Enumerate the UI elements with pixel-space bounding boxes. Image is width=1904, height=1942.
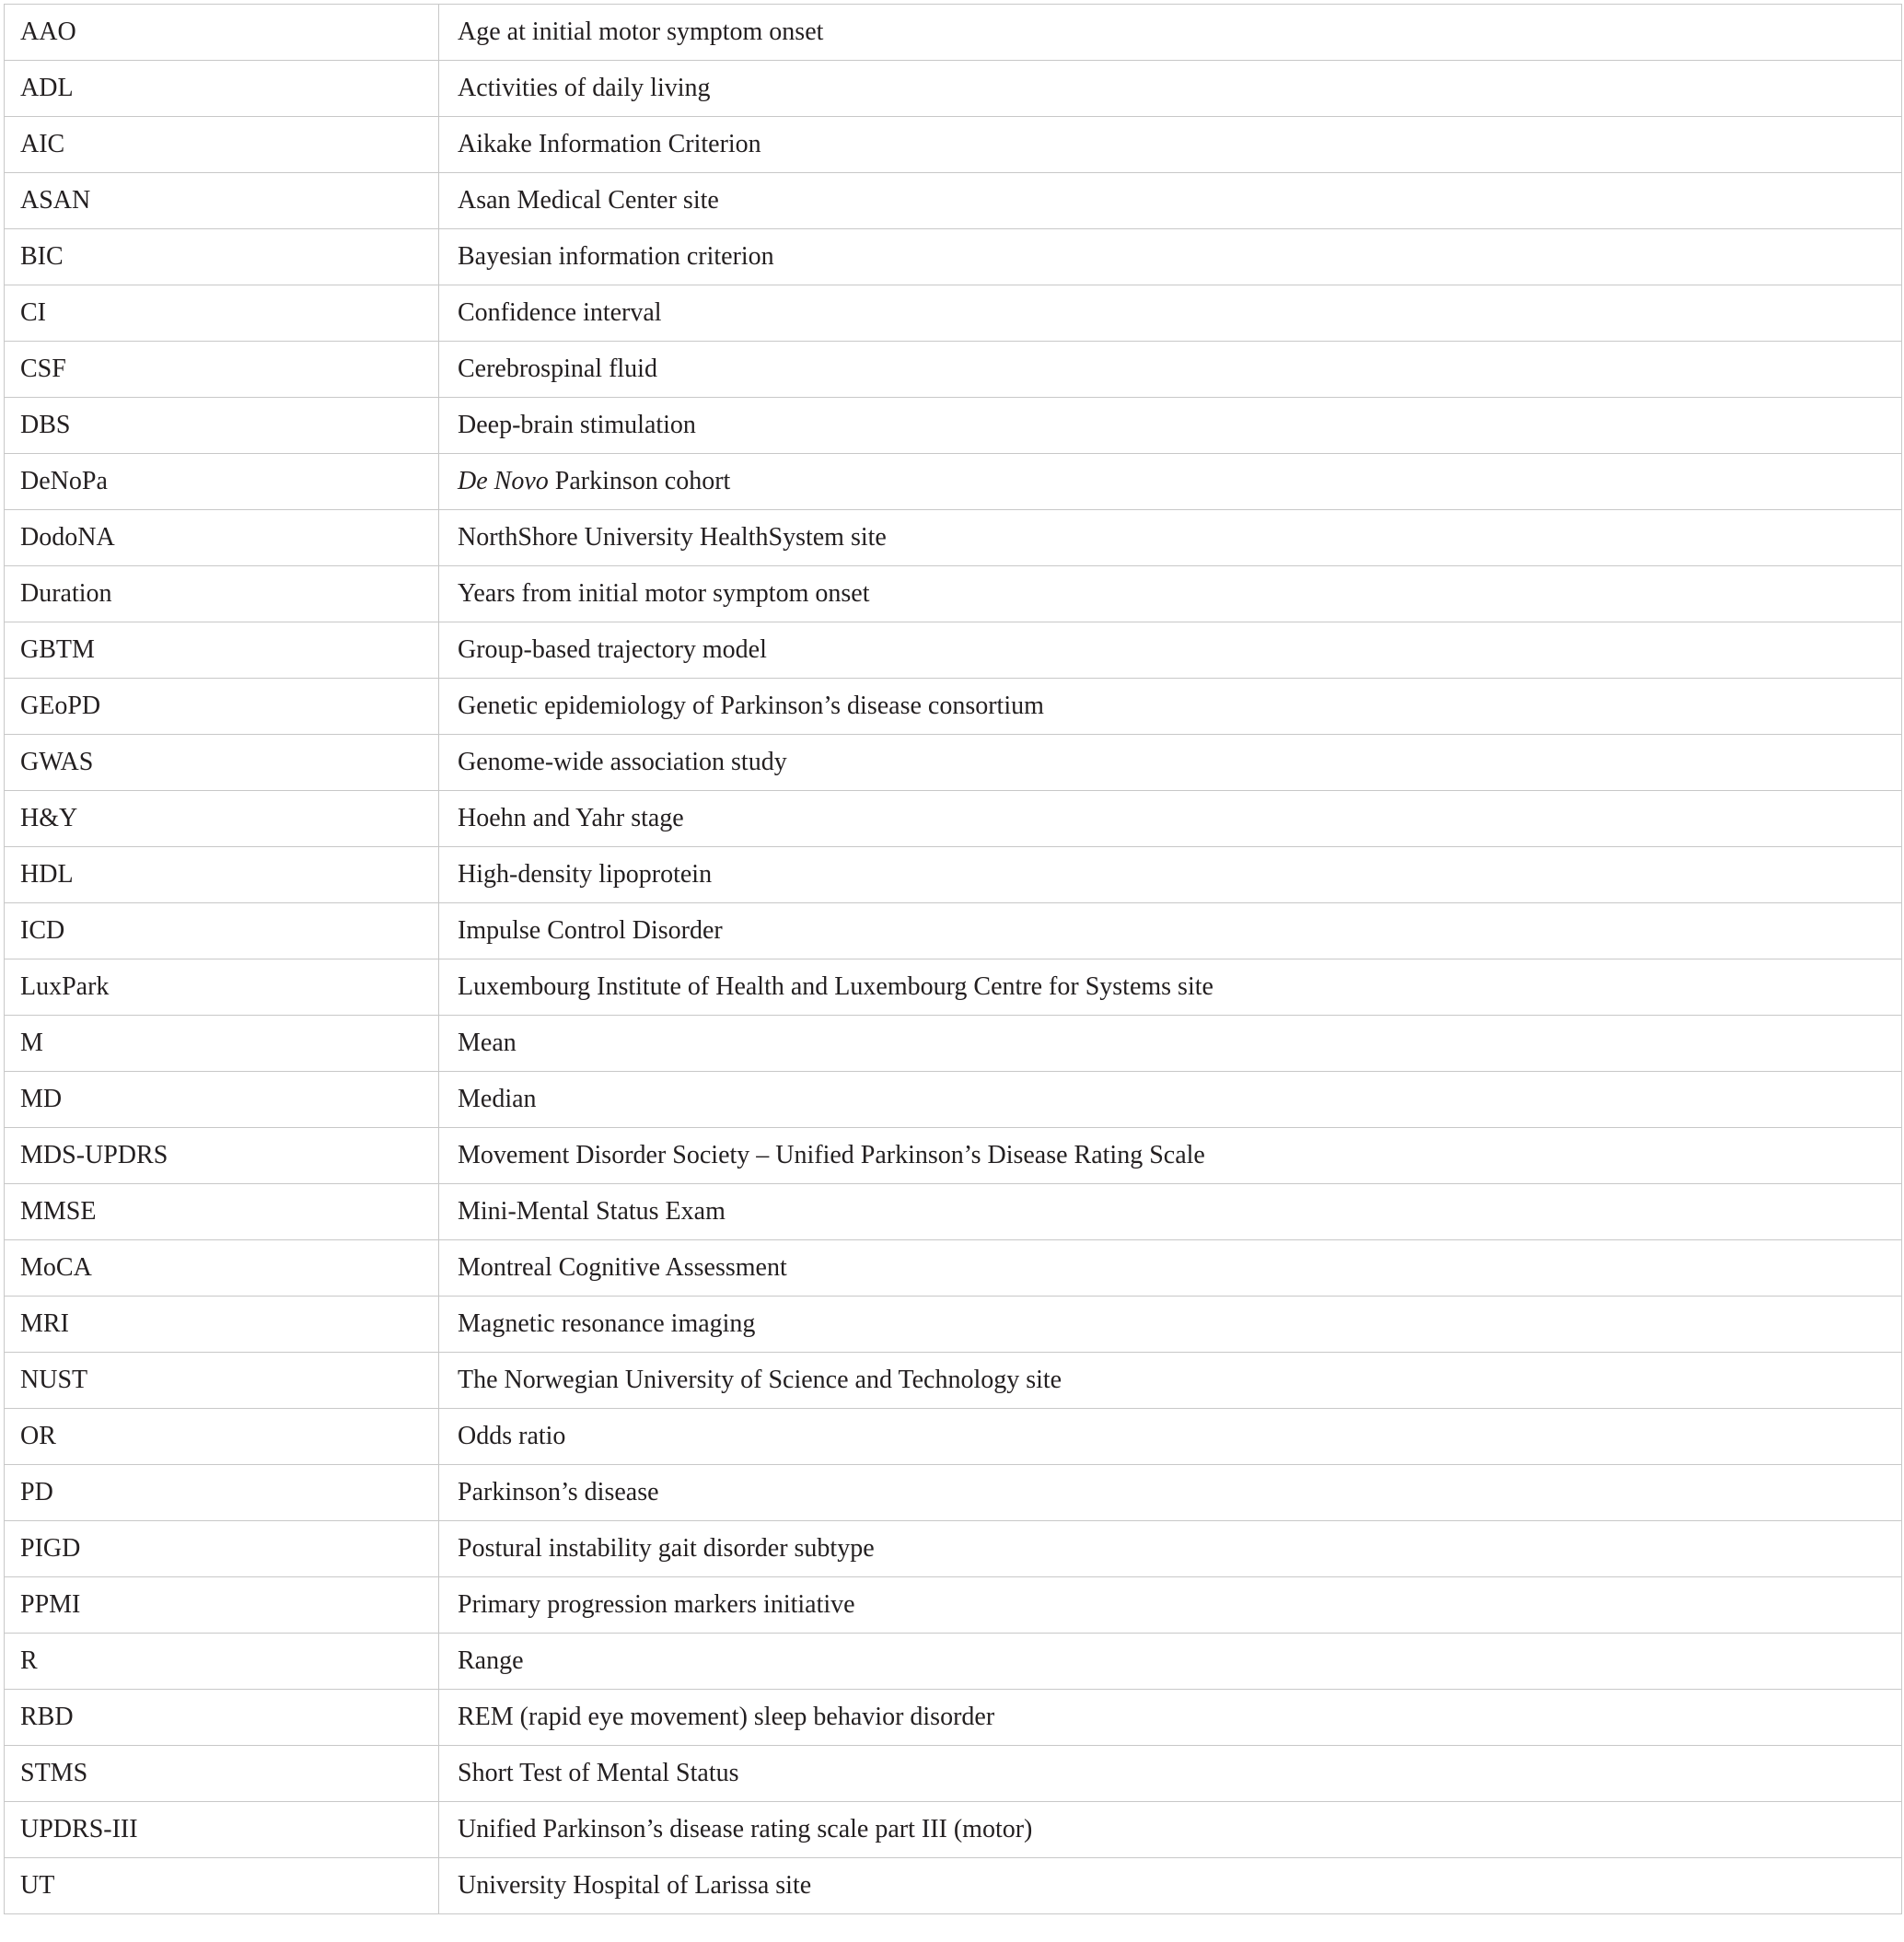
table-row <box>5 566 1902 622</box>
abbreviation-cell: PD <box>5 1465 439 1521</box>
definition-cell: Years from initial motor symptom onset <box>439 566 1902 622</box>
definition-cell: Primary progression markers initiative <box>439 1577 1902 1634</box>
table-row <box>5 5 1902 61</box>
definition-cell: The Norwegian University of Science and Technology site <box>439 1353 1902 1409</box>
table-row <box>5 1353 1902 1409</box>
abbreviation-cell: MMSE <box>5 1184 439 1240</box>
definition-cell: REM (rapid eye movement) sleep behavior disorder <box>439 1690 1902 1746</box>
table-row <box>5 1521 1902 1577</box>
abbreviation-cell: DodoNA <box>5 510 439 566</box>
table-row <box>5 1297 1902 1353</box>
table-row <box>5 1577 1902 1634</box>
definition-cell: Parkinson’s disease <box>439 1465 1902 1521</box>
abbreviation-cell: MDS-UPDRS <box>5 1128 439 1184</box>
table-row <box>5 959 1902 1016</box>
definition-cell: Impulse Control Disorder <box>439 903 1902 959</box>
table-row <box>5 1240 1902 1297</box>
abbreviation-cell: OR <box>5 1409 439 1465</box>
definition-cell: Asan Medical Center site <box>439 173 1902 229</box>
table-row <box>5 61 1902 117</box>
table-row <box>5 791 1902 847</box>
abbreviation-cell: AIC <box>5 117 439 173</box>
abbreviations-table-body <box>5 5 1902 1914</box>
table-row <box>5 1858 1902 1914</box>
table-row <box>5 847 1902 903</box>
definition-cell: Short Test of Mental Status <box>439 1746 1902 1802</box>
definition-cell: Bayesian information criterion <box>439 229 1902 285</box>
definition-cell: High-density lipoprotein <box>439 847 1902 903</box>
abbreviation-cell: DBS <box>5 398 439 454</box>
table-row <box>5 342 1902 398</box>
table-row <box>5 1184 1902 1240</box>
definition-cell: Genome-wide association study <box>439 735 1902 791</box>
abbreviation-cell: UPDRS-III <box>5 1802 439 1858</box>
definition-cell: Group-based trajectory model <box>439 622 1902 679</box>
table-row <box>5 1634 1902 1690</box>
abbreviation-cell: ASAN <box>5 173 439 229</box>
table-row <box>5 1465 1902 1521</box>
definition-cell: Magnetic resonance imaging <box>439 1297 1902 1353</box>
definition-cell: Luxembourg Institute of Health and Luxembourg Centre for Systems site <box>439 959 1902 1016</box>
definition-cell: Mini-Mental Status Exam <box>439 1184 1902 1240</box>
abbreviation-cell: DeNoPa <box>5 454 439 510</box>
definition-cell: Confidence interval <box>439 285 1902 342</box>
abbreviation-cell: AAO <box>5 5 439 61</box>
table-row <box>5 679 1902 735</box>
table-row <box>5 735 1902 791</box>
definition-cell: NorthShore University HealthSystem site <box>439 510 1902 566</box>
definition-cell <box>439 454 1902 510</box>
table-row <box>5 1746 1902 1802</box>
definition-cell: Genetic epidemiology of Parkinson’s disease consortium <box>439 679 1902 735</box>
abbreviation-cell: CI <box>5 285 439 342</box>
definition-cell: Mean <box>439 1016 1902 1072</box>
definition-cell: Cerebrospinal fluid <box>439 342 1902 398</box>
abbreviation-cell: MRI <box>5 1297 439 1353</box>
abbreviation-cell: RBD <box>5 1690 439 1746</box>
definition-cell: Deep-brain stimulation <box>439 398 1902 454</box>
abbreviation-cell: UT <box>5 1858 439 1914</box>
abbreviation-cell: H&Y <box>5 791 439 847</box>
abbreviation-cell: MoCA <box>5 1240 439 1297</box>
table-row <box>5 1072 1902 1128</box>
definition-cell: Montreal Cognitive Assessment <box>439 1240 1902 1297</box>
table-row <box>5 1128 1902 1184</box>
table-row <box>5 1802 1902 1858</box>
abbreviation-cell: NUST <box>5 1353 439 1409</box>
table-row <box>5 117 1902 173</box>
abbreviations-table <box>4 4 1902 1914</box>
abbreviation-cell: ADL <box>5 61 439 117</box>
abbreviation-cell: Duration <box>5 566 439 622</box>
table-row <box>5 454 1902 510</box>
definition-cell: Postural instability gait disorder subtype <box>439 1521 1902 1577</box>
table-row <box>5 1016 1902 1072</box>
abbreviation-cell: GEoPD <box>5 679 439 735</box>
table-row <box>5 1690 1902 1746</box>
definition-cell: Hoehn and Yahr stage <box>439 791 1902 847</box>
definition-italic-text: De Novo <box>458 467 549 495</box>
abbreviation-cell: CSF <box>5 342 439 398</box>
table-row <box>5 903 1902 959</box>
abbreviation-cell: R <box>5 1634 439 1690</box>
abbreviation-cell: MD <box>5 1072 439 1128</box>
abbreviation-cell: PPMI <box>5 1577 439 1634</box>
abbreviation-cell: M <box>5 1016 439 1072</box>
abbreviation-cell: STMS <box>5 1746 439 1802</box>
definition-cell: Median <box>439 1072 1902 1128</box>
table-row <box>5 398 1902 454</box>
definition-cell: Age at initial motor symptom onset <box>439 5 1902 61</box>
abbreviation-cell: HDL <box>5 847 439 903</box>
table-row <box>5 229 1902 285</box>
table-row <box>5 622 1902 679</box>
definition-cell: Range <box>439 1634 1902 1690</box>
definition-cell: Aikake Information Criterion <box>439 117 1902 173</box>
definition-cell: Unified Parkinson’s disease rating scale part III (motor) <box>439 1802 1902 1858</box>
table-row <box>5 285 1902 342</box>
definition-cell: Activities of daily living <box>439 61 1902 117</box>
definition-text: Parkinson cohort <box>548 467 731 495</box>
abbreviation-cell: BIC <box>5 229 439 285</box>
table-row <box>5 173 1902 229</box>
definition-cell: Odds ratio <box>439 1409 1902 1465</box>
definition-cell: University Hospital of Larissa site <box>439 1858 1902 1914</box>
table-row <box>5 1409 1902 1465</box>
table-row <box>5 510 1902 566</box>
abbreviation-cell: PIGD <box>5 1521 439 1577</box>
definition-cell: Movement Disorder Society – Unified Parkinson’s Disease Rating Scale <box>439 1128 1902 1184</box>
abbreviation-cell: GWAS <box>5 735 439 791</box>
abbreviation-cell: GBTM <box>5 622 439 679</box>
abbreviation-cell: LuxPark <box>5 959 439 1016</box>
abbreviation-cell: ICD <box>5 903 439 959</box>
